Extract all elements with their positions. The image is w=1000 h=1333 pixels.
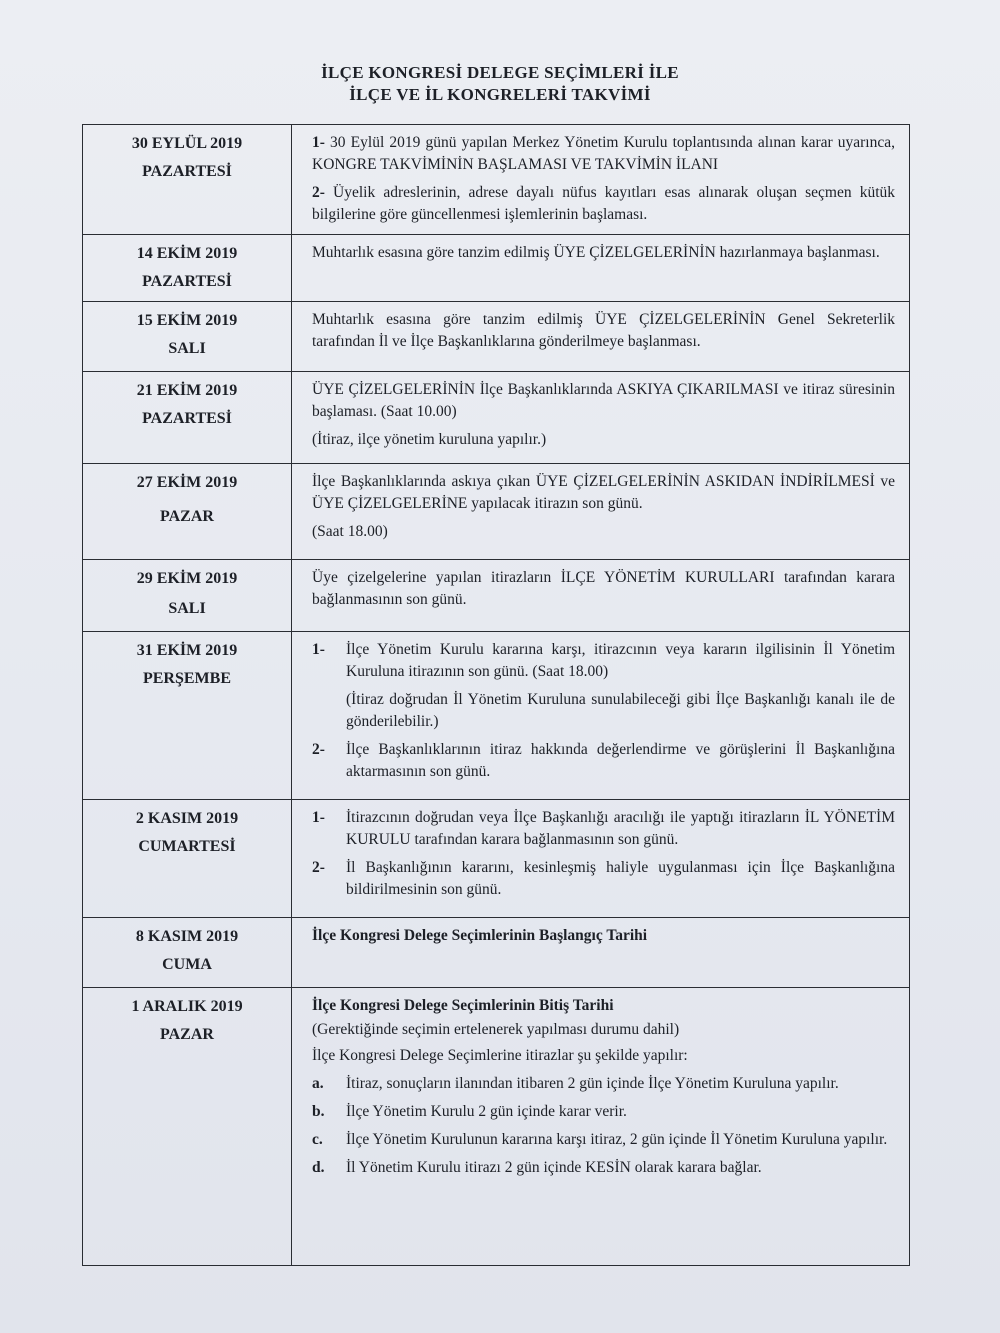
day-label: SALI — [168, 600, 206, 617]
description-cell — [292, 464, 910, 560]
item-letter: b. — [312, 1103, 325, 1120]
date-label: 21 EKİM 2019 — [136, 382, 238, 399]
table-row — [83, 632, 910, 800]
date-cell — [83, 125, 292, 235]
description-cell — [292, 302, 910, 372]
date-label: 14 EKİM 2019 — [136, 245, 238, 262]
description-cell — [292, 372, 910, 464]
list-item — [312, 1073, 895, 1095]
date-cell — [83, 988, 292, 1266]
table-row — [83, 125, 910, 235]
item-text: İlçe Kongresi Delege Seçimlerinin Başlangıç Tarihi — [312, 927, 648, 944]
item-text: Üyelik adreslerinin, adrese dayalı nüfus kayıtları esas alınarak oluşan seçmen kütük bilgilerine göre güncellenmesi işlemlerinin başlaması. — [312, 184, 895, 223]
table-row — [83, 235, 910, 302]
table-row — [83, 918, 910, 988]
item-letter: d. — [312, 1159, 325, 1176]
description-cell — [292, 235, 910, 302]
date-cell — [83, 302, 292, 372]
item-text: İlçe Yönetim Kurulu 2 gün içinde karar verir. — [346, 1103, 627, 1120]
list-item — [312, 807, 895, 851]
item-text: İl Yönetim Kurulu itirazı 2 gün içinde KESİN olarak karara bağlar. — [346, 1159, 762, 1176]
item-text: İl Başkanlığının kararını, kesinleşmiş haliyle uygulanması için İlçe Başkanlığına bildirilmesinin son günü. — [346, 859, 895, 898]
item-number: 2- — [312, 184, 325, 201]
day-label: CUMA — [162, 956, 212, 973]
list-item — [312, 739, 895, 783]
date-label: 8 KASIM 2019 — [135, 928, 239, 945]
item-text: İtiraz, sonuçların ilanından itibaren 2 gün içinde İlçe Yönetim Kuruluna yapılır. — [346, 1075, 839, 1092]
item-text: İlçe Yönetim Kurulunun kararına karşı itiraz, 2 gün içinde İl Yönetim Kuruluna yapılır. — [346, 1131, 888, 1148]
table-row — [83, 372, 910, 464]
item-text: ÜYE ÇİZELGELERİNİN İlçe Başkanlıklarında ASKIYA ÇIKARILMASI ve itiraz süresinin başlaması. (Saat 10.00) — [312, 381, 895, 420]
day-label: PAZAR — [160, 508, 214, 525]
date-label: 2 KASIM 2019 — [135, 810, 239, 827]
description-cell — [292, 632, 910, 800]
title-line-2: İLÇE VE İL KONGRELERİ TAKVİMİ — [349, 85, 651, 104]
list-item — [312, 1129, 895, 1151]
description-cell — [292, 560, 910, 632]
item-note: (Gerektiğinde seçimin ertelenerek yapılması durumu dahil) — [312, 1021, 680, 1038]
item-intro: İlçe Kongresi Delege Seçimlerine itirazlar şu şekilde yapılır: — [312, 1047, 688, 1064]
schedule-table — [82, 124, 910, 1266]
list-item — [312, 639, 895, 683]
date-cell — [83, 918, 292, 988]
date-label: 29 EKİM 2019 — [136, 570, 238, 587]
date-label: 15 EKİM 2019 — [136, 312, 238, 329]
table-row — [83, 464, 910, 560]
day-label: PAZAR — [160, 1026, 214, 1043]
item-text: İlçe Yönetim Kurulu kararına karşı, itirazcının veya kararın ilgilisinin İl Yönetim Kuruluna itirazının son günü. (Saat 18.00) — [346, 641, 895, 680]
item-text: Muhtarlık esasına göre tanzim edilmiş ÜYE ÇİZELGELERİNİN hazırlanmaya başlanması. — [312, 244, 880, 261]
date-label: 31 EKİM 2019 — [136, 642, 238, 659]
table-row — [83, 560, 910, 632]
day-label: PAZARTESİ — [142, 163, 232, 180]
list-item — [312, 1157, 895, 1179]
date-cell — [83, 800, 292, 918]
list-item — [312, 182, 895, 226]
day-label: PAZARTESİ — [142, 410, 232, 427]
list-item — [312, 1101, 895, 1123]
item-text: Muhtarlık esasına göre tanzim edilmiş ÜYE ÇİZELGELERİNİN Genel Sekreterlik tarafından İl ve İlçe Başkanlıklarına gönderilmeye başlanması. — [312, 311, 895, 350]
document-title — [0, 62, 1000, 106]
description-cell — [292, 800, 910, 918]
item-text: İlçe Kongresi Delege Seçimlerinin Bitiş Tarihi — [312, 997, 614, 1014]
date-cell — [83, 464, 292, 560]
list-item — [312, 857, 895, 901]
date-cell — [83, 372, 292, 464]
item-text: İlçe Başkanlıklarının itiraz hakkında değerlendirme ve görüşlerini İl Başkanlığına aktarmasının son günü. — [346, 741, 895, 780]
title-line-1: İLÇE KONGRESİ DELEGE SEÇİMLERİ İLE — [321, 63, 679, 82]
item-number: 2- — [312, 859, 325, 876]
date-cell — [83, 560, 292, 632]
description-cell — [292, 988, 910, 1266]
item-note: (İtiraz, ilçe yönetim kuruluna yapılır.) — [312, 431, 547, 448]
day-label: PERŞEMBE — [142, 670, 231, 687]
item-number: 1- — [312, 641, 325, 658]
item-text: 30 Eylül 2019 günü yapılan Merkez Yönetim Kurulu toplantısında alınan karar uyarınca, KONGRE TAKVİMİNİN BAŞLAMASI VE TAKVİMİN İLANI — [312, 134, 896, 173]
table-row — [83, 800, 910, 918]
item-number: 2- — [312, 741, 325, 758]
date-label: 1 ARALIK 2019 — [131, 998, 243, 1015]
item-letter: c. — [312, 1131, 323, 1148]
date-cell — [83, 235, 292, 302]
day-label: SALI — [168, 340, 206, 357]
item-text: İtirazcının doğrudan veya İlçe Başkanlığı aracılığı ile yaptığı itirazların İL YÖNETİM KURULU tarafından karara bağlanmasının son günü. — [346, 809, 895, 848]
date-label: 30 EYLÜL 2019 — [131, 135, 243, 152]
item-text: Üye çizelgelerine yapılan itirazların İLÇE YÖNETİM KURULLARI tarafından karara bağlanmasının son günü. — [312, 569, 895, 608]
item-text: İlçe Başkanlıklarında askıya çıkan ÜYE ÇİZELGELERİNİN ASKIDAN İNDİRİLMESİ ve ÜYE ÇİZELGELERİNE yapılacak itirazın son günü. — [312, 473, 895, 512]
date-cell — [83, 632, 292, 800]
date-label: 27 EKİM 2019 — [136, 474, 238, 491]
day-label: CUMARTESİ — [138, 838, 236, 855]
description-cell — [292, 125, 910, 235]
day-label: PAZARTESİ — [142, 273, 232, 290]
item-letter: a. — [312, 1075, 324, 1092]
list-item — [312, 132, 895, 176]
table-row — [83, 302, 910, 372]
item-note: (Saat 18.00) — [312, 523, 388, 540]
description-cell — [292, 918, 910, 988]
item-note: (İtiraz doğrudan İl Yönetim Kuruluna sunulabileceği gibi İlçe Başkanlığı kanalı ile de gönderilebilir.) — [346, 691, 895, 730]
item-number: 1- — [312, 134, 325, 151]
table-row — [83, 988, 910, 1266]
item-number: 1- — [312, 809, 325, 826]
